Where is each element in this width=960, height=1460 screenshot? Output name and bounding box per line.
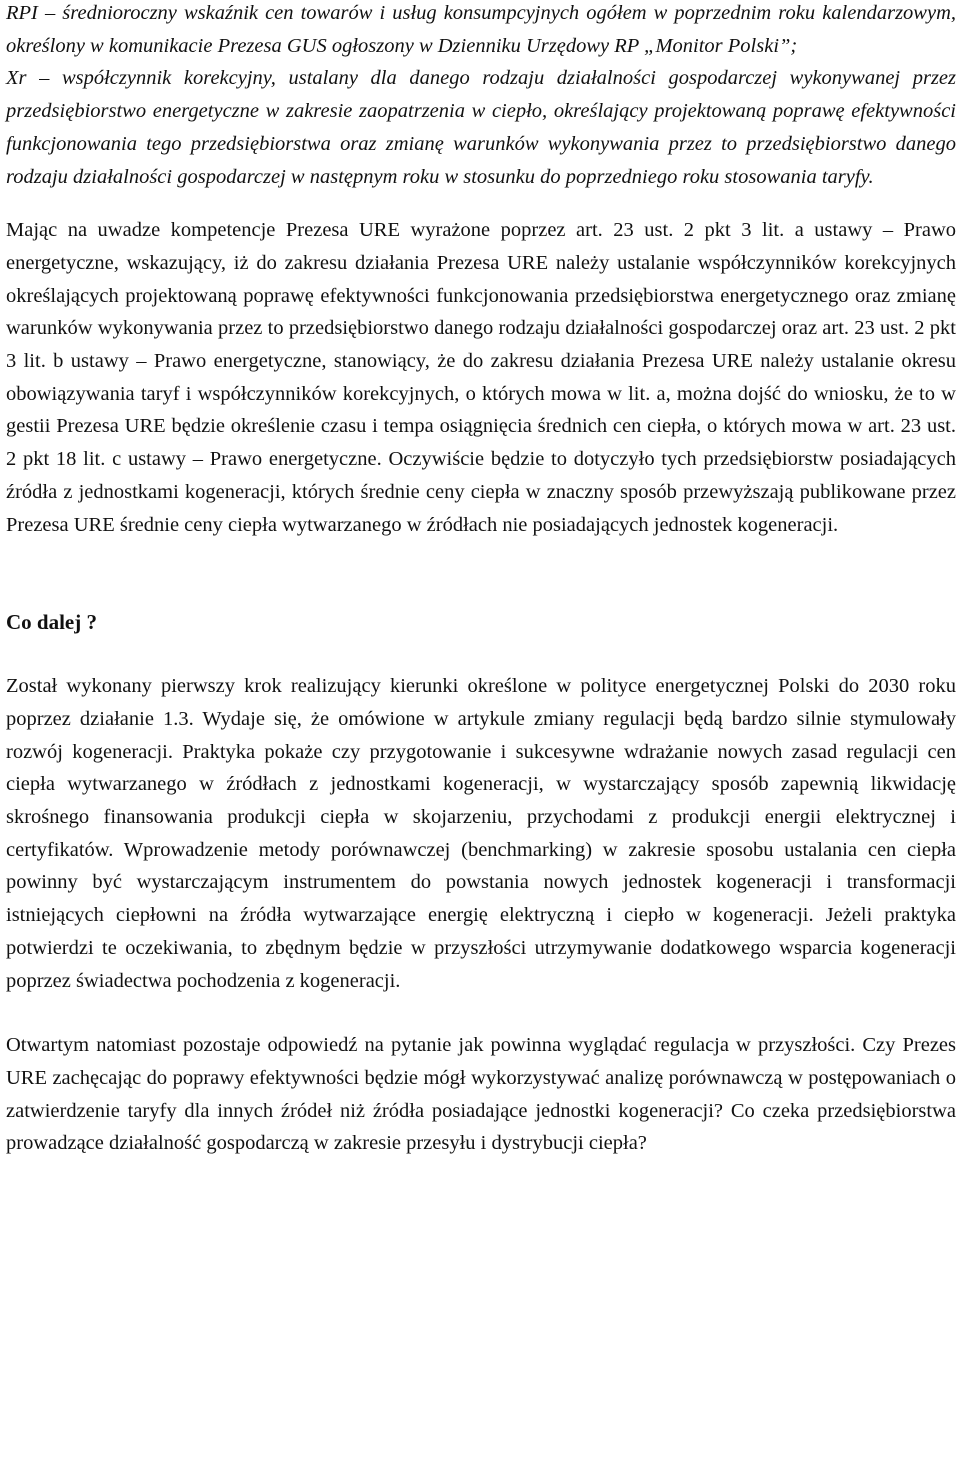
section-heading: Co dalej ? bbox=[6, 610, 97, 635]
document-page bbox=[6, 0, 956, 1160]
definition-rpi: RPI – średnioroczny wskaźnik cen towarów i usług konsumpcyjnych ogółem w poprzednim roku kalendarzowym, określony w komunikacie Prezesa GUS ogłoszony w Dzienniku Urzędowy RP „Monitor Polski”; bbox=[6, 2, 956, 57]
paragraph-competences: Mając na uwadze kompetencje Prezesa URE wyrażone poprzez art. 23 ust. 2 pkt 3 lit. a ustawy – Prawo energetyczne, wskazujący, iż do zakresu działania Prezesa URE należy ustalanie współczynników korekcyjnych określających projektowaną poprawę efektywności funkcjonowania przedsiębiorstwa energetycznego oraz zmianę warunków wykonywania przez to przedsiębiorstwo danego rodzaju działalności gospodarczej oraz art. 23 ust. 2 pkt 3 lit. b ustawy – Prawo energetyczne, stanowiący, że do zakresu działania Prezesa URE należy ustalanie okresu obowiązywania taryf i współczynników korekcyjnych, o których mowa w lit. a, można dojść do wniosku, że to w gestii Prezesa URE będzie określenie czasu i tempa osiągnięcia średnich cen ciepła, o których mowa w art. 23 ust. 2 pkt 18 lit. c ustawy – Prawo energetyczne. Oczywiście będzie to dotyczyło tych przedsiębiorstw posiadających źródła z jednostkami kogeneracji, których średnie ceny ciepła w znaczny sposób przewyższają publikowane przez Prezesa URE średnie ceny ciepła wytwarzanego w źródłach nie posiadających jednostek kogeneracji. bbox=[6, 219, 956, 536]
paragraph-open-questions: Otwartym natomiast pozostaje odpowiedź na pytanie jak powinna wyglądać regulacja w przyszłości. Czy Prezes URE zachęcając do poprawy efektywności będzie mógł wykorzystywać analizę porównawczą w postępowaniach o zatwierdzenie taryfy dla innych źródeł niż źródła posiadające jednostki kogeneracji? Co czeka przedsiębiorstwa prowadzące działalność gospodarczą w zakresie przesyłu i dystrybucji ciepła? bbox=[6, 1034, 956, 1155]
definition-xr: Xr – współczynnik korekcyjny, ustalany dla danego rodzaju działalności gospodarczej wykonywanej przez przedsiębiorstwo energetyczne w zakresie zaopatrzenia w ciepło, określający projektowaną poprawę efektywności funkcjonowania tego przedsiębiorstwa oraz zmianę warunków wykonywania przez to przedsiębiorstwo danego rodzaju działalności gospodarczej w następnym roku w stosunku do poprzedniego roku stosowania taryfy. bbox=[6, 67, 956, 188]
paragraph-next-steps: Został wykonany pierwszy krok realizujący kierunki określone w polityce energetycznej Polski do 2030 roku poprzez działanie 1.3. Wydaje się, że omówione w artykule zmiany regulacji będą bardzo silnie stymulowały rozwój kogeneracji. Praktyka pokaże czy przygotowanie i sukcesywne wdrażanie nowych zasad regulacji cen ciepła wytwarzanego w źródłach z jednostkami kogeneracji, w wystarczający sposób zapewnią likwidację skrośnego finansowania produkcji ciepła w skojarzeniu, przychodami z produkcji energii elektrycznej i certyfikatów. Wprowadzenie metody porównawczej (benchmarking) w zakresie sposobu ustalania cen ciepła powinny być wystarczającym instrumentem do powstania nowych jednostek kogeneracji i transformacji istniejących ciepłowni na źródła wytwarzające energię elektryczną i ciepło w kogeneracji. Jeżeli praktyka potwierdzi te oczekiwania, to zbędnym będzie w przyszłości utrzymywanie dodatkowego wsparcia kogeneracji poprzez świadectwa pochodzenia z kogeneracji. bbox=[6, 675, 956, 992]
